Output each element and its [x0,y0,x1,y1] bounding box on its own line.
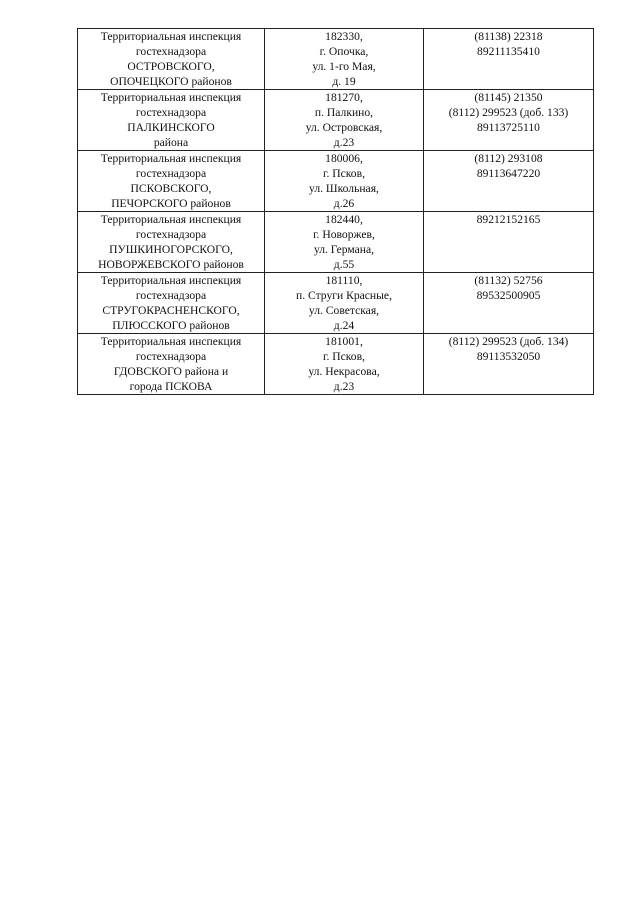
cell-line: (81138) 22318 [474,30,543,43]
inspection-name-cell [78,334,265,395]
cell-line: 89113725110 [477,121,540,134]
phone-cell [424,90,594,151]
cell-line: (8112) 293108 [474,152,543,165]
cell-line: ПСКОВСКОГО, [130,182,212,195]
cell-line: д.23 [333,380,355,393]
cell-line: ул. Школьная, [309,182,379,195]
cell-line: г. Псков, [323,350,365,363]
inspection-name-cell [78,90,265,151]
cell-line: Территориальная инспекция [100,91,242,104]
cell-line: района [153,136,189,149]
cell-line: 89211135410 [477,45,540,58]
cell-line: ОСТРОВСКОГО, [127,60,215,73]
address-cell [265,273,424,334]
cell-line: 89532500905 [476,289,541,302]
cell-line: гостехнадзора [135,167,207,180]
cell-line: гостехнадзора [135,45,207,58]
cell-line: Территориальная инспекция [100,30,242,43]
cell-line: г. Опочка, [319,45,369,58]
inspection-name-cell [78,273,265,334]
cell-line: гостехнадзора [135,350,207,363]
cell-line: 182330, [325,30,363,43]
table-row [78,151,594,212]
cell-line: д.55 [333,258,355,271]
table-row [78,273,594,334]
cell-line: НОВОРЖЕВСКОГО районов [98,258,244,271]
cell-line: п. Струги Красные, [296,289,392,302]
table-row [78,29,594,90]
address-cell [265,334,424,395]
phone-cell [424,212,594,273]
address-cell [265,151,424,212]
phone-cell [424,334,594,395]
phone-cell [424,151,594,212]
cell-line: ул. 1-го Мая, [312,60,376,73]
cell-line: ГДОВСКОГО района и [113,365,229,378]
cell-line: гостехнадзора [135,228,207,241]
cell-line: гостехнадзора [135,106,207,119]
cell-line: г. Новоржев, [313,228,375,241]
address-cell [265,90,424,151]
cell-line: 89113647220 [476,167,541,180]
cell-line: д.26 [333,197,355,210]
cell-line: д. 19 [332,75,356,88]
table-row [78,90,594,151]
cell-line: 89212152165 [476,213,541,226]
inspections-contact-table [77,28,594,395]
cell-line: СТРУГОКРАСНЕНСКОГО, [102,304,240,317]
cell-line: ул. Советская, [308,304,380,317]
cell-line: д.23 [333,136,355,149]
table-row [78,212,594,273]
cell-line: д.24 [333,319,355,332]
cell-line: 181110, [325,274,363,287]
inspection-name-cell [78,212,265,273]
cell-line: (81145) 21350 [474,91,543,104]
cell-line: Территориальная инспекция [100,213,242,226]
cell-line: ПЛЮССКОГО районов [112,319,230,332]
cell-line: ПУШКИНОГОРСКОГО, [109,243,233,256]
cell-line: 180006, [325,152,363,165]
table-row [78,334,594,395]
cell-line: 181001, [325,335,363,348]
cell-line: (8112) 299523 (доб. 133) [448,106,569,119]
cell-line: г. Псков, [323,167,365,180]
cell-line: города ПСКОВА [129,380,213,393]
cell-line: гостехнадзора [135,289,207,302]
cell-line: ул. Германа, [313,243,375,256]
phone-cell [424,273,594,334]
cell-line: п. Палкино, [314,106,374,119]
cell-line: (81132) 52756 [474,274,543,287]
cell-line: 89113532050 [476,350,541,363]
cell-line: 182440, [325,213,363,226]
cell-line: 181270, [325,91,363,104]
inspection-name-cell [78,151,265,212]
cell-line: (8112) 299523 (доб. 134) [448,335,569,348]
cell-line: Территориальная инспекция [100,152,242,165]
address-cell [265,212,424,273]
phone-cell [424,29,594,90]
cell-line: Территориальная инспекция [100,335,242,348]
cell-line: ул. Некрасова, [308,365,380,378]
cell-line: Территориальная инспекция [100,274,242,287]
cell-line: ОПОЧЕЦКОГО районов [110,75,232,88]
cell-line: ПАЛКИНСКОГО [127,121,215,134]
inspection-name-cell [78,29,265,90]
cell-line: ПЕЧОРСКОГО районов [111,197,231,210]
address-cell [265,29,424,90]
cell-line: ул. Островская, [305,121,383,134]
